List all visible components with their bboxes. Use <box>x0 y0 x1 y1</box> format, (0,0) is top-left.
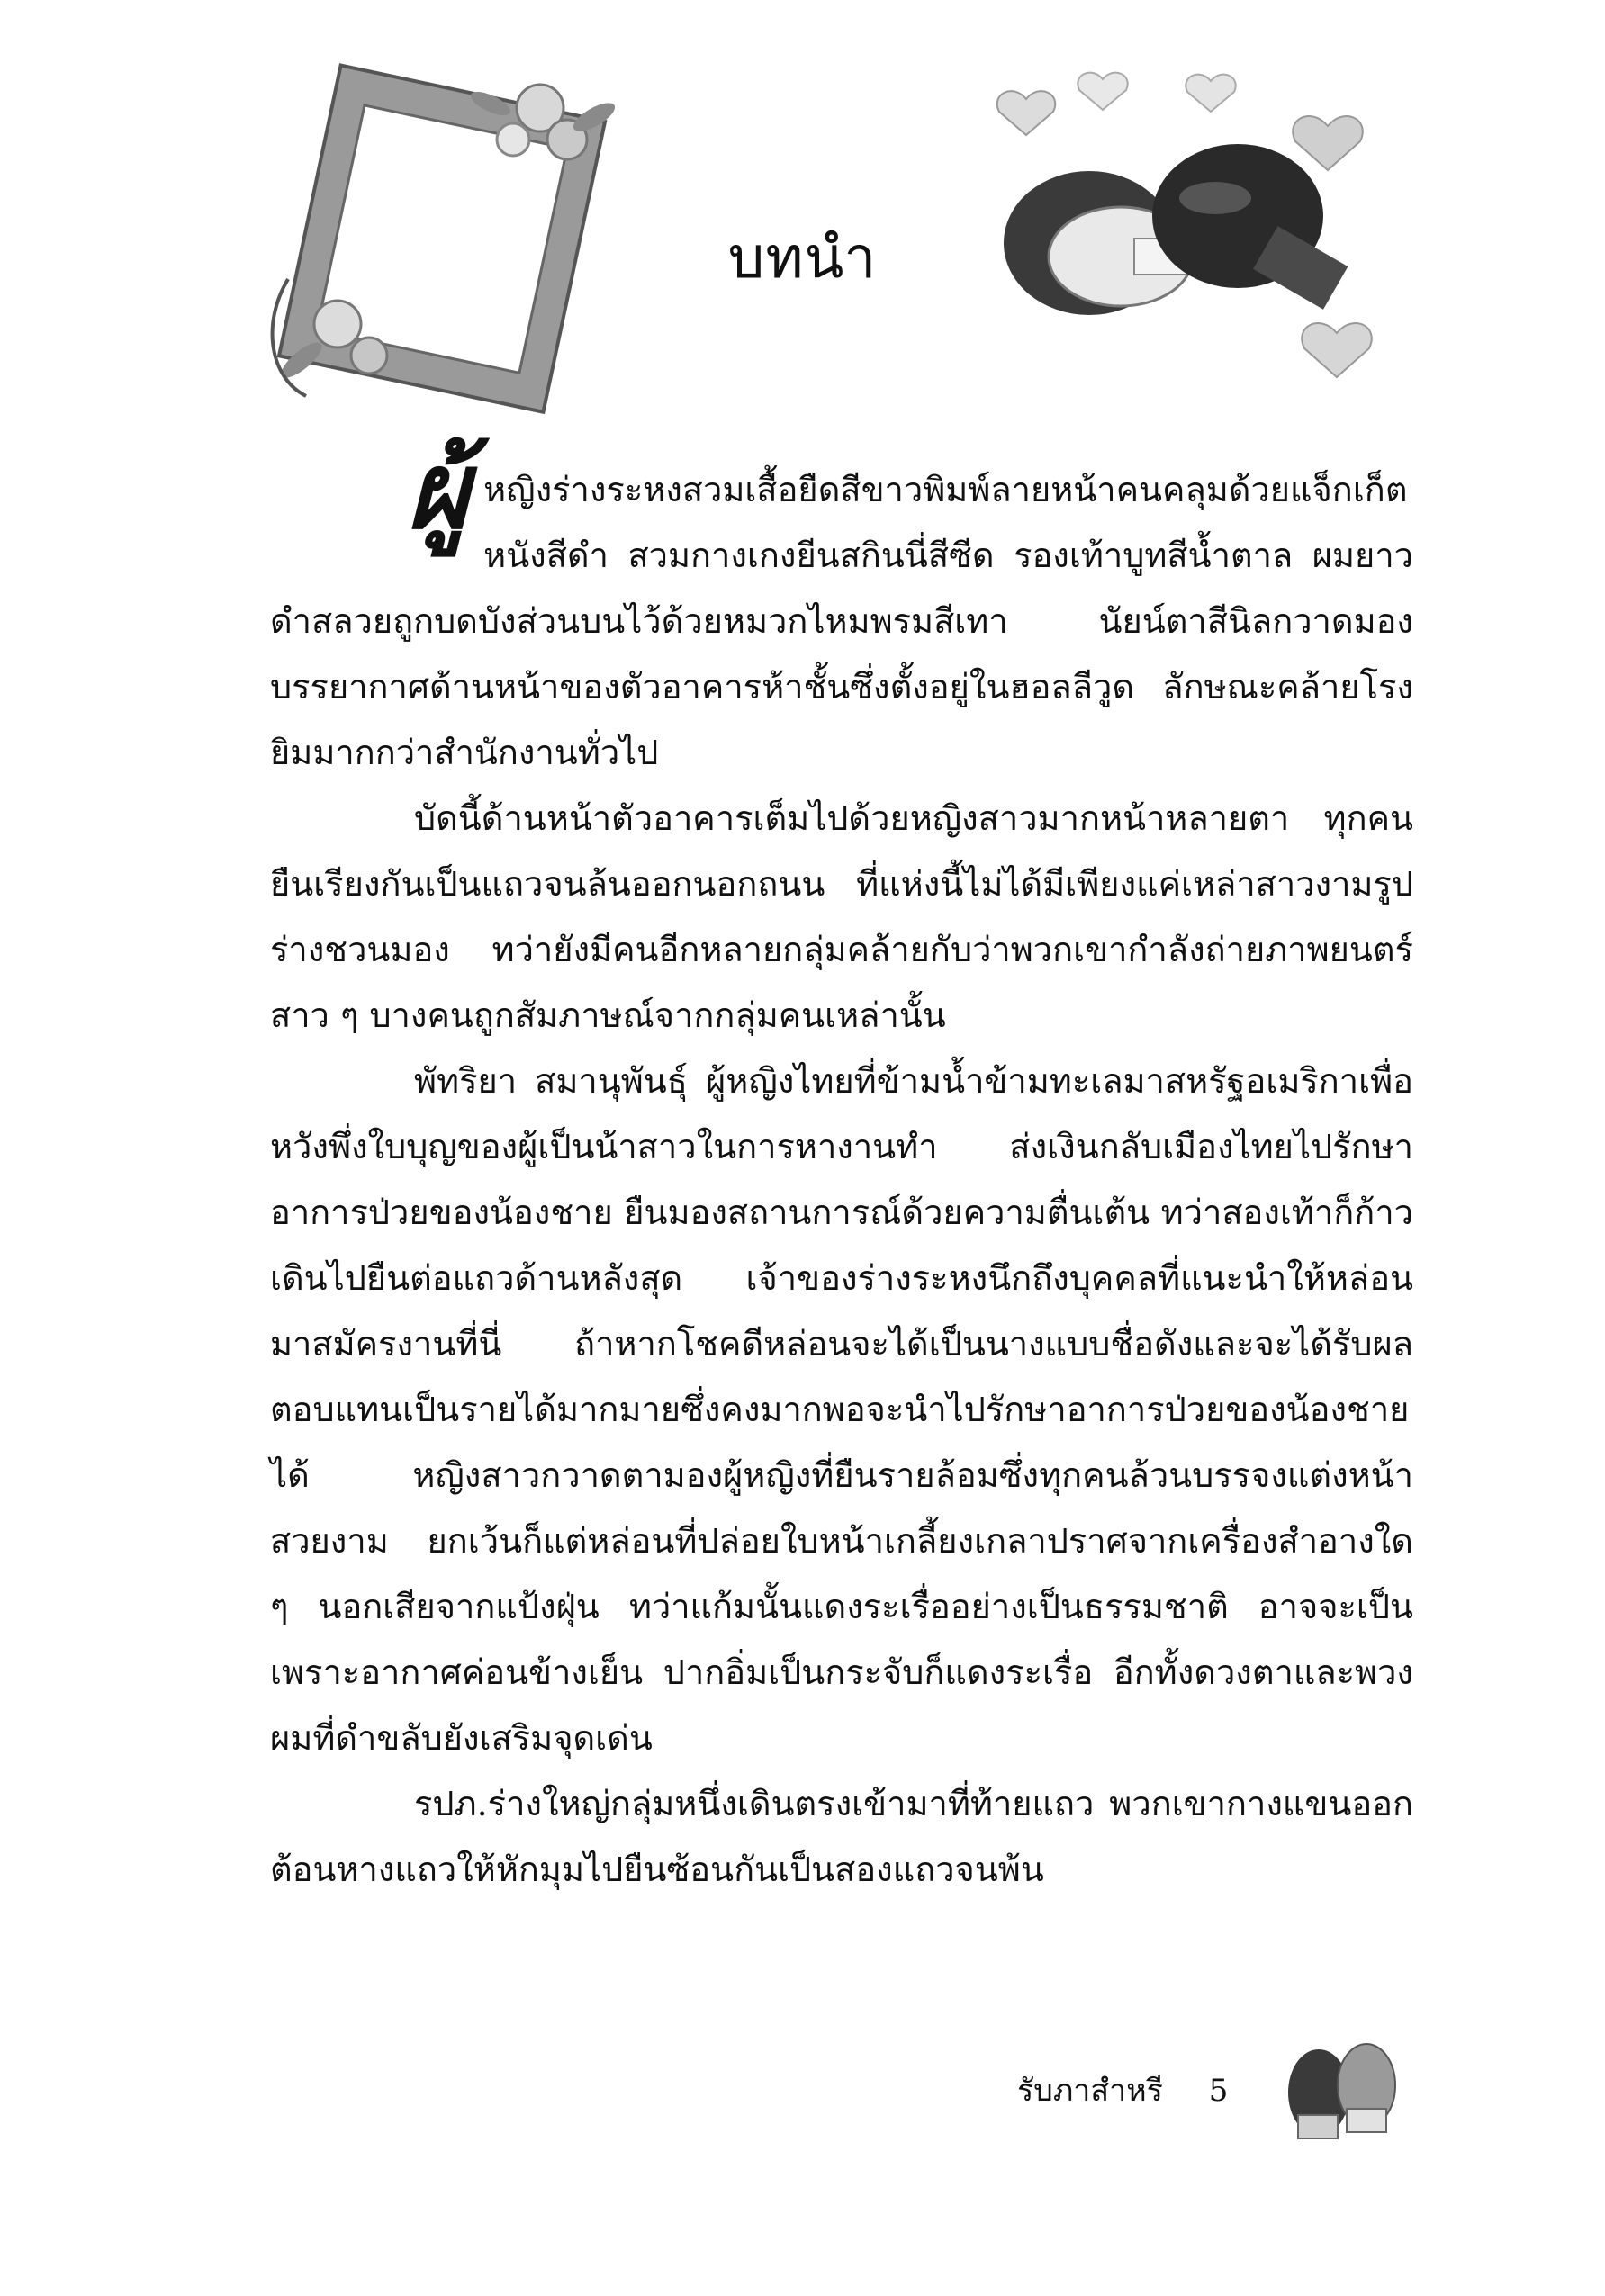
running-title: รับภาสำหรี <box>1017 2073 1163 2109</box>
heart-icon <box>1293 116 1363 170</box>
paragraph-text: หญิงร่างระหงสวมเสื้อยืดสีขาวพิมพ์ลายหน้าคนคลุมด้วยแจ็กเก็ตหนังสีดำ สวมกางเกงยีนสกินนี่สีซีด รองเท้าบูทสีน้ำตาล ผมยาวดำสลวยถูกบดบังส่วนบนไว้ด้วยหมวกไหมพรมสีเทา นัยน์ตาสีนิลกวาดมองบรรยากาศด้านหน้าของตัวอาคารห้าชั้นซึ่งตั้งอยู่ในฮอลลีวูด ลักษณะคล้ายโรงยิมมากกว่าสำนักงานทั่วไป <box>270 470 1413 772</box>
body-text <box>270 428 1413 1903</box>
page-number: 5 <box>1208 2073 1229 2109</box>
heart-icon <box>1302 323 1372 377</box>
chapter-title: บทนำ <box>727 225 878 292</box>
paragraph: พัทริยา สมานุพันธุ์ ผู้หญิงไทยที่ข้ามน้ำข้ามทะเลมาสหรัฐอเมริกาเพื่อหวังพึ่งใบบุญของผู้เป็นน้าสาวในการหางานทำ ส่งเงินกลับเมืองไทยไปรักษาอาการป่วยของน้องชาย ยืนมองสถานการณ์ด้วยความตื่นเต้น ทว่าสองเท้าก็ก้าวเดินไปยืนต่อแถวด้านหลังสุด เจ้าของร่างระหงนึกถึงบุคคลที่แนะนำให้หล่อนมาสมัครงานที่นี่ ถ้าหากโชคดีหล่อนจะได้เป็นนางแบบชื่อดังและจะได้รับผลตอบแทนเป็นรายได้มากมายซึ่งคงมากพอจะนำไปรักษาอาการป่วยของน้องชายได้ หญิงสาวกวาดตามองผู้หญิงที่ยืนรายล้อมซึ่งทุกคนล้วนบรรจงแต่งหน้าสวยงาม ยกเว้นก็แต่หล่อนที่ปล่อยใบหน้าเกลี้ยงเกลาปราศจากเครื่องสำอางใด ๆ นอกเสียจากแป้งฝุ่น ทว่าแก้มนั้นแดงระเรื่ออย่างเป็นธรรมชาติ อาจจะเป็นเพราะอากาศค่อนข้างเย็น ปากอิ่มเป็นกระจับก็แดงระเรื่อ อีกทั้งดวงตาและพวงผมที่ดำขลับยังเสริมจุดเด่น <box>270 1061 1413 1758</box>
boxing-gloves-icon <box>1278 2030 1404 2147</box>
page-footer <box>1017 2066 1228 2114</box>
heart-icon <box>1186 75 1235 112</box>
paragraph <box>270 428 1413 786</box>
paragraph: รปภ.ร่างใหญ่กลุ่มหนึ่งเดินตรงเข้ามาที่ท้ายแถว พวกเขากางแขนออกต้อนหางแถวให้หักมุมไปยืนซ้อนกันเป็นสองแถวจนพ้น <box>270 1784 1413 1889</box>
drop-cap: ผู้ <box>407 428 470 553</box>
paragraph: บัดนี้ด้านหน้าตัวอาคารเต็มไปด้วยหญิงสาวมากหน้าหลายตา ทุกคนยืนเรียงกันเป็นแถวจนล้นออกนอกถนน ที่แห่งนี้ไม่ได้มีเพียงแค่เหล่าสาวงามรูปร่างชวนมอง ทว่ายังมีคนอีกหลายกลุ่มคล้ายกับว่าพวกเขากำลังถ่ายภาพยนตร์ สาว ๆ บางคนถูกสัมภาษณ์จากกลุ่มคนเหล่านั้น <box>270 798 1413 1035</box>
heart-icon <box>997 91 1055 135</box>
heart-icon <box>1078 73 1127 110</box>
